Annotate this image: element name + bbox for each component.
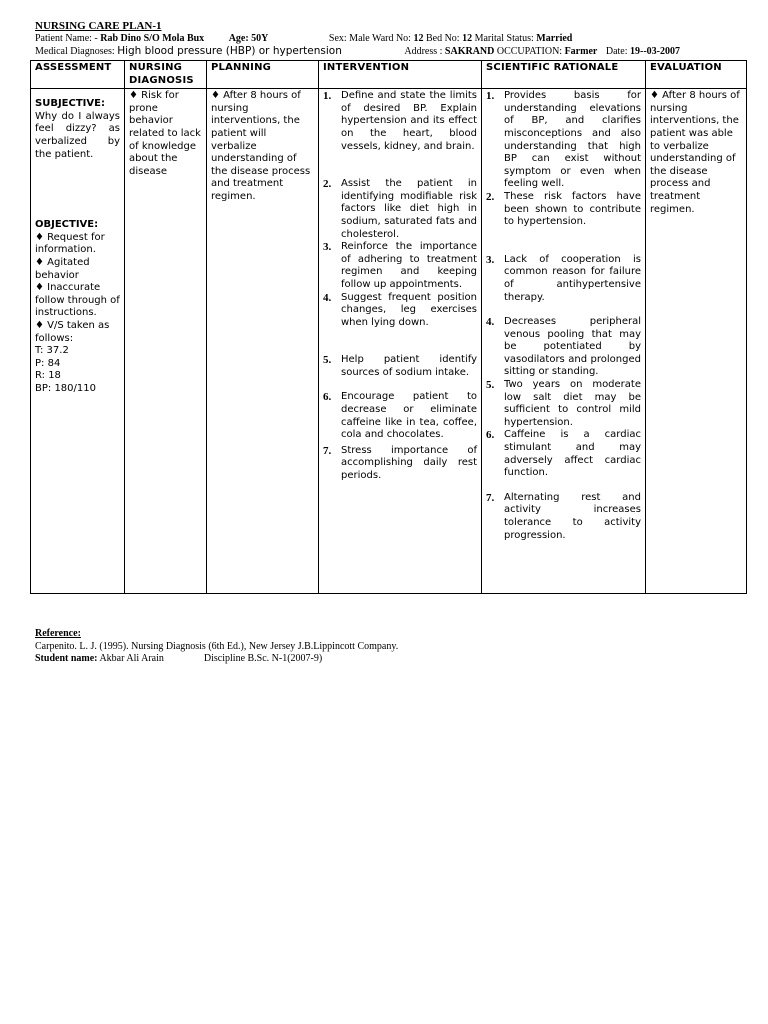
vital-sign: T: 37.2 (35, 345, 69, 357)
intervention-text: Assist the patient in identifying modifiable risk factors like diet high in sodium, saturated fats and cholesterol. (341, 178, 477, 240)
item-number: 7. (486, 491, 495, 504)
list-item (486, 191, 641, 229)
address: SAKRAND (444, 46, 495, 57)
diagnosis-info-line (35, 45, 680, 57)
item-number: 4. (486, 316, 495, 329)
assessment-cell (31, 89, 125, 594)
header-nursing-diagnosis: NURSING DIAGNOSIS (125, 61, 207, 89)
rationale-text: Caffeine is a cardiac stimulant and may adversely affect cardiac function. (504, 429, 641, 479)
item-number: 6. (323, 391, 332, 404)
table-row (31, 89, 747, 594)
patient-name-label: Patient Name: - (35, 33, 101, 44)
list-item (486, 254, 641, 304)
address-label: Address : (404, 46, 445, 57)
list-item (323, 445, 477, 483)
header-rationale: SCIENTIFIC RATIONALE (482, 61, 646, 89)
item-number: 4. (323, 291, 332, 304)
patient-name: Rab Dino S/O Mola Bux (100, 33, 205, 44)
table-header-row (31, 61, 747, 89)
item-number: 6. (486, 429, 495, 442)
care-plan-table (30, 60, 747, 594)
item-number: 7. (323, 444, 332, 457)
intervention-list (323, 90, 477, 482)
vital-sign: BP: 180/110 (35, 382, 96, 394)
vital-sign: R: 18 (35, 370, 61, 382)
intervention-text: Encourage patient to decrease or eliminate caffeine like in tea, coffee, cola and chocolates. (341, 391, 477, 441)
planning-cell (207, 89, 319, 594)
date: 19--03-2007 (630, 46, 680, 57)
list-item (323, 292, 477, 330)
item-number: 2. (486, 190, 495, 203)
ward-number: 12 (413, 33, 424, 44)
student-line (35, 653, 398, 666)
occupation-label: OCCUPATION: (496, 46, 565, 57)
bed-number: 12 (462, 33, 473, 44)
list-item (323, 241, 477, 291)
header-intervention: INTERVENTION (319, 61, 482, 89)
marital-label: Marital Status: (472, 33, 537, 44)
rationale-text: Lack of cooperation is common reason for failure of antihypertensive therapy. (504, 253, 641, 303)
header-planning: PLANNING (207, 61, 319, 89)
nursing-diagnosis-cell (125, 89, 207, 594)
nursing-diagnosis-text: ♦ Risk for prone behavior related to lack of knowledge about the disease (129, 90, 201, 177)
reference-text: Carpenito. L. J. (1995). Nursing Diagnosis (6th Ed.), New Jersey J.B.Lippincott Company. (35, 640, 399, 652)
rationale-text: These risk factors have been shown to contribute to hypertension. (504, 190, 641, 228)
sex-ward-label: Sex: Male Ward No: (328, 33, 414, 44)
planning-text: ♦ After 8 hours of nursing interventions, the patient will verbalize understanding of the disease process and treatment regimen. (211, 90, 311, 202)
objective-item: ♦ V/S taken as follows: (35, 319, 110, 344)
diagnoses-label: Medical Diagnoses: (35, 46, 118, 57)
rationale-text: Decreases peripheral venous pooling that may be potentiated by vasodilators and prolonged sitting or standing. (504, 316, 641, 378)
objective-item: ♦ Agitated behavior (35, 256, 90, 281)
list-item (486, 90, 641, 191)
discipline: Discipline B.Sc. N-1(2007-9) (203, 653, 323, 664)
bed-label: Bed No: (423, 33, 463, 44)
intervention-cell (319, 89, 482, 594)
patient-info-line (35, 33, 572, 44)
intervention-text: Stress importance of accomplishing daily rest periods. (341, 444, 477, 482)
objective-item: ♦ Inaccurate follow through of instructions. (35, 282, 120, 319)
evaluation-text: ♦ After 8 hours of nursing interventions, the patient was able to verbalize understanding of the disease process and treatment regimen. (650, 90, 740, 215)
list-item (323, 178, 477, 241)
list-item (486, 429, 641, 479)
evaluation-cell (646, 89, 747, 594)
objective-label: OBJECTIVE: (35, 219, 99, 231)
intervention-text: Suggest frequent position changes, leg exercises when lying down. (341, 291, 477, 328)
list-item (323, 391, 477, 441)
item-number: 3. (323, 241, 332, 254)
rationale-text: Provides basis for understanding elevations of BP, and clarifies misconceptions and also understanding that high BP can exist without symptom or even when feeling well. (504, 90, 641, 190)
date-label: Date: (605, 46, 630, 57)
header-assessment: ASSESSMENT (31, 61, 125, 89)
intervention-text: Define and state the limits of desired BP. Explain hypertension and its effect on the heart, blood vessels, kidney, and brain. (341, 90, 477, 152)
rationale-text: Alternating rest and activity increases tolerance to activity progression. (504, 491, 641, 541)
list-item (323, 90, 477, 153)
rationale-list (486, 90, 641, 542)
reference-label: Reference: (35, 628, 81, 639)
list-item (323, 354, 477, 379)
patient-age: Age: 50Y (228, 33, 269, 44)
objective-item: ♦ Request for information. (35, 231, 105, 256)
vital-sign: P: 84 (35, 357, 61, 369)
item-number: 5. (323, 354, 332, 367)
item-number: 1. (323, 90, 332, 103)
subjective-label: SUBJECTIVE: (35, 98, 105, 110)
marital-status: Married (536, 33, 573, 44)
item-number: 5. (486, 379, 495, 392)
subjective-text: Why do I always feel dizzy? as verbalized by the patient. (35, 110, 120, 160)
item-number: 3. (486, 253, 495, 266)
intervention-text: Reinforce the importance of adhering to treatment regimen and keeping follow up appointments. (341, 241, 477, 290)
student-label: Student name: (35, 653, 98, 664)
footer (35, 628, 398, 666)
list-item (486, 492, 641, 542)
student-name: Akbar Ali Arain (97, 653, 164, 664)
occupation: Farmer (564, 46, 598, 57)
header-evaluation: EVALUATION (646, 61, 747, 89)
item-number: 1. (486, 90, 495, 103)
medical-diagnoses: High blood pressure (HBP) or hypertension (117, 45, 342, 57)
list-item (486, 316, 641, 379)
item-number: 2. (323, 178, 332, 191)
list-item (486, 379, 641, 429)
intervention-text: Help patient identify sources of sodium intake. (341, 354, 477, 378)
document-title: NURSING CARE PLAN-1 (35, 20, 162, 32)
rationale-text: Two years on moderate low salt diet may be sufficient to control mild hypertension. (504, 379, 641, 428)
rationale-cell (482, 89, 646, 594)
